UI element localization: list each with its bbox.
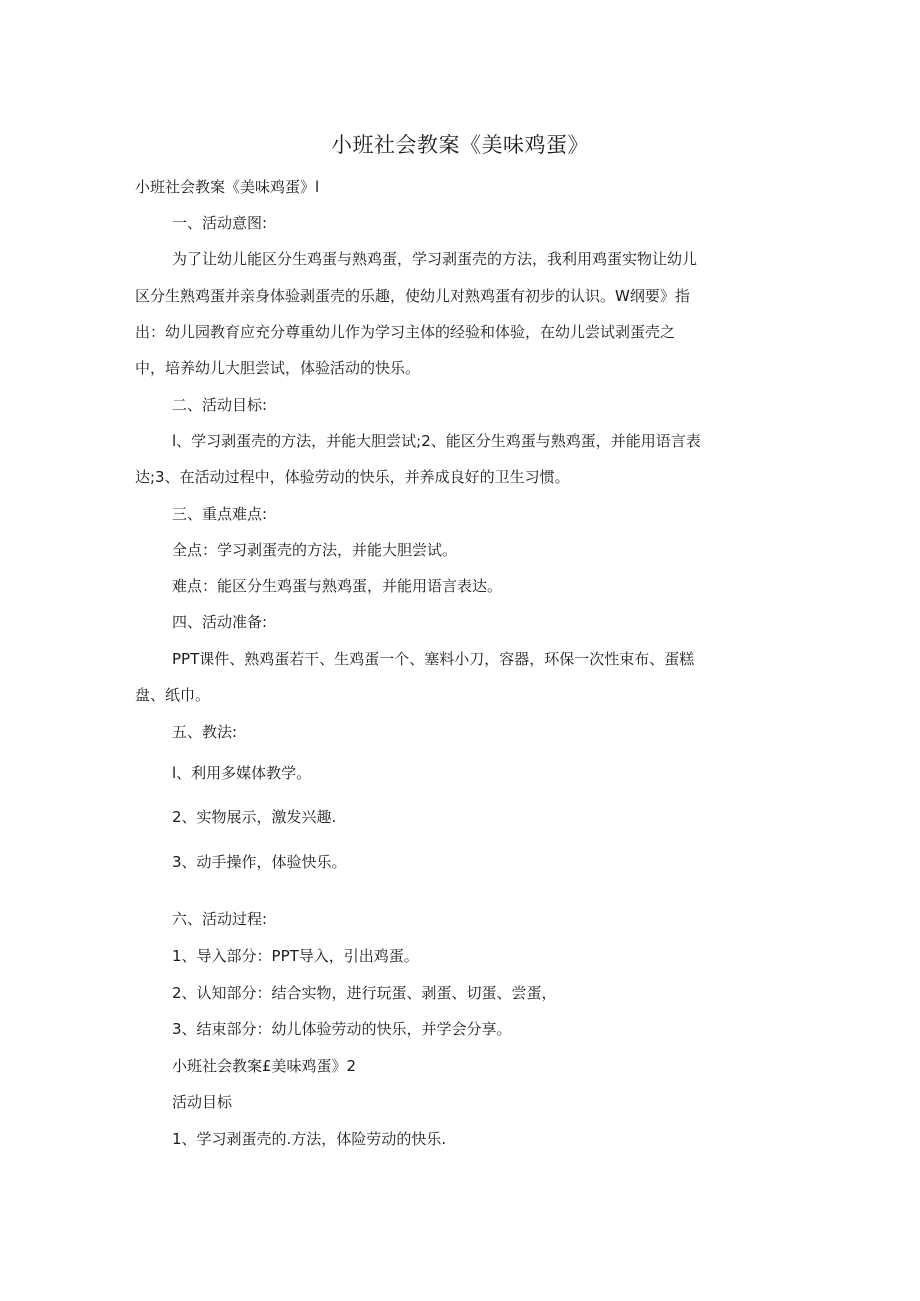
section-heading-goals: 二、活动目标: [172,396,268,414]
section-heading-process: 六、活动过程: [172,910,268,928]
method-item: 3、动手操作，体验快乐。 [172,853,347,871]
difficult-point-text: 难点：能区分生鸡蛋与熟鸡蛋，并能用语言表达。 [172,577,503,595]
goal-heading: 活动目标 [172,1093,233,1111]
goal-item: 1、学习剥蛋壳的.方法，体险劳动的快乐. [172,1130,447,1148]
process-item: 2、认知部分：结合实物，进行玩蛋、剥蛋、切蛋、尝蛋， [172,984,557,1002]
lesson-subtitle-1: 小班社会教案《美味鸡蛋》l [135,178,320,196]
intent-paragraph-line-3: 出：幼儿园教育应充分尊重幼儿作为学习主体的经验和体验，在幼儿尝试剥蛋壳之 [135,323,676,341]
lesson-subtitle-2: 小班社会教案£美味鸡蛋》2 [172,1057,357,1075]
preparation-line-2: 盘、纸巾。 [135,686,211,704]
process-item: 1、导入部分：PPT导入，引出鸡蛋。 [172,947,419,965]
section-heading-methods: 五、教法: [172,723,238,741]
method-item: l、利用多媒体教学。 [172,764,312,782]
goals-paragraph-line-2: 达;3、在活动过程中，体验劳动的快乐，并养成良好的卫生习惯。 [135,468,570,486]
method-item: 2、实物展示，激发兴趣. [172,808,337,826]
intent-paragraph-line-1: 为了让幼儿能区分生鸡蛋与熟鸡蛋，学习剥蛋壳的方法，我利用鸡蛋实物让幼儿 [172,250,698,268]
intent-paragraph-line-2: 区分生熟鸡蛋并亲身体验剥蛋壳的乐趣，使幼儿对熟鸡蛋有初步的认识。W纲要》指 [135,287,690,305]
section-heading-intent: 一、活动意图: [172,214,268,232]
section-heading-preparation: 四、活动准备: [172,613,268,631]
key-point-text: 全点：学习剥蛋壳的方法，并能大胆尝试。 [172,541,458,559]
intent-paragraph-line-4: 中，培养幼儿大胆尝试，体验活动的快乐。 [135,359,421,377]
section-heading-key-points: 三、重点难点: [172,505,268,523]
process-item: 3、结束部分：幼儿体验劳动的快乐，并学会分享。 [172,1020,512,1038]
preparation-line-1: PPT课件、熟鸡蛋若干、生鸡蛋一个、塞料小刀，容器，环保一次性束布、蛋糕 [172,650,695,668]
goals-paragraph-line-1: l、学习剥蛋壳的方法，并能大胆尝试;2、能区分生鸡蛋与熟鸡蛋，并能用语言表 [172,432,701,450]
page-title: 小班社会教案《美味鸡蛋》 [331,133,589,157]
